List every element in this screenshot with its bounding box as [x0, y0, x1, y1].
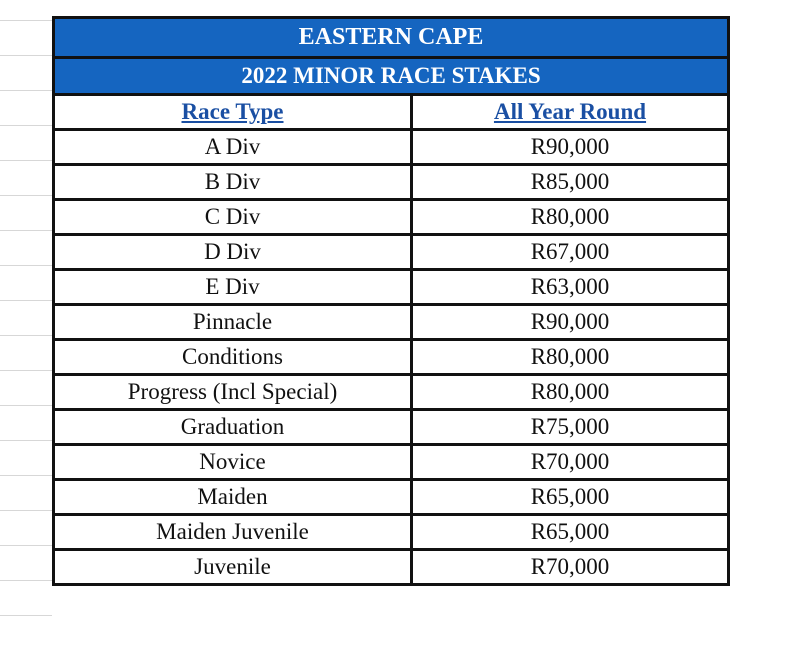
- stake-amount-cell: R90,000: [530, 134, 610, 159]
- stake-amount-cell: R80,000: [530, 344, 610, 369]
- gridline: [0, 265, 52, 266]
- table-title: EASTERN CAPE: [55, 19, 727, 59]
- race-type-cell: E Div: [55, 271, 413, 303]
- stake-amount-cell: R65,000: [530, 484, 610, 509]
- stakes-table: [52, 16, 730, 586]
- stake-amount-cell: R80,000: [530, 204, 610, 229]
- table-row: [55, 516, 727, 551]
- race-type-cell: Maiden: [55, 481, 413, 513]
- table-row: [55, 411, 727, 446]
- gridline: [0, 440, 52, 441]
- stake-amount-cell: R67,000: [530, 239, 610, 264]
- gridline: [0, 580, 52, 581]
- gridline: [0, 405, 52, 406]
- race-type-cell: B Div: [55, 166, 413, 198]
- race-type-cell: Graduation: [55, 411, 413, 443]
- gridline: [0, 20, 52, 21]
- table-row: [55, 376, 727, 411]
- gridline: [0, 475, 52, 476]
- table-row: [55, 236, 727, 271]
- gridline: [0, 195, 52, 196]
- stake-amount-cell: R75,000: [530, 414, 610, 439]
- sheet-gridlines: [0, 0, 52, 652]
- gridline: [0, 160, 52, 161]
- gridline: [0, 510, 52, 511]
- stake-amount-cell: R85,000: [530, 169, 610, 194]
- race-type-cell: Conditions: [55, 341, 413, 373]
- race-type-cell: Pinnacle: [55, 306, 413, 338]
- table-row: [55, 131, 727, 166]
- gridline: [0, 370, 52, 371]
- race-type-cell: Juvenile: [55, 551, 413, 583]
- race-type-cell: C Div: [55, 201, 413, 233]
- stake-amount-cell: R80,000: [530, 379, 610, 404]
- race-type-cell: Maiden Juvenile: [55, 516, 413, 548]
- column-header-row: [55, 96, 727, 131]
- gridline: [0, 300, 52, 301]
- gridline: [0, 90, 52, 91]
- race-type-cell: D Div: [55, 236, 413, 268]
- stake-amount-cell: R70,000: [530, 554, 610, 579]
- gridline: [0, 125, 52, 126]
- table-subtitle: 2022 MINOR RACE STAKES: [55, 59, 727, 96]
- gridline: [0, 335, 52, 336]
- gridline: [0, 615, 52, 616]
- race-type-cell: A Div: [55, 131, 413, 163]
- race-type-cell: Progress (Incl Special): [55, 376, 413, 408]
- table-row: [55, 201, 727, 236]
- table-row: [55, 271, 727, 306]
- gridline: [0, 230, 52, 231]
- table-row: [55, 551, 727, 583]
- table-row: [55, 446, 727, 481]
- table-row: [55, 341, 727, 376]
- column-header-all-year-round: All Year Round: [493, 99, 647, 124]
- table-row: [55, 306, 727, 341]
- table-row: [55, 481, 727, 516]
- table-row: [55, 166, 727, 201]
- stake-amount-cell: R63,000: [530, 274, 610, 299]
- column-header-race-type: Race Type: [55, 96, 413, 128]
- stake-amount-cell: R90,000: [530, 309, 610, 334]
- gridline: [0, 545, 52, 546]
- stake-amount-cell: R70,000: [530, 449, 610, 474]
- race-type-cell: Novice: [55, 446, 413, 478]
- gridline: [0, 55, 52, 56]
- stake-amount-cell: R65,000: [530, 519, 610, 544]
